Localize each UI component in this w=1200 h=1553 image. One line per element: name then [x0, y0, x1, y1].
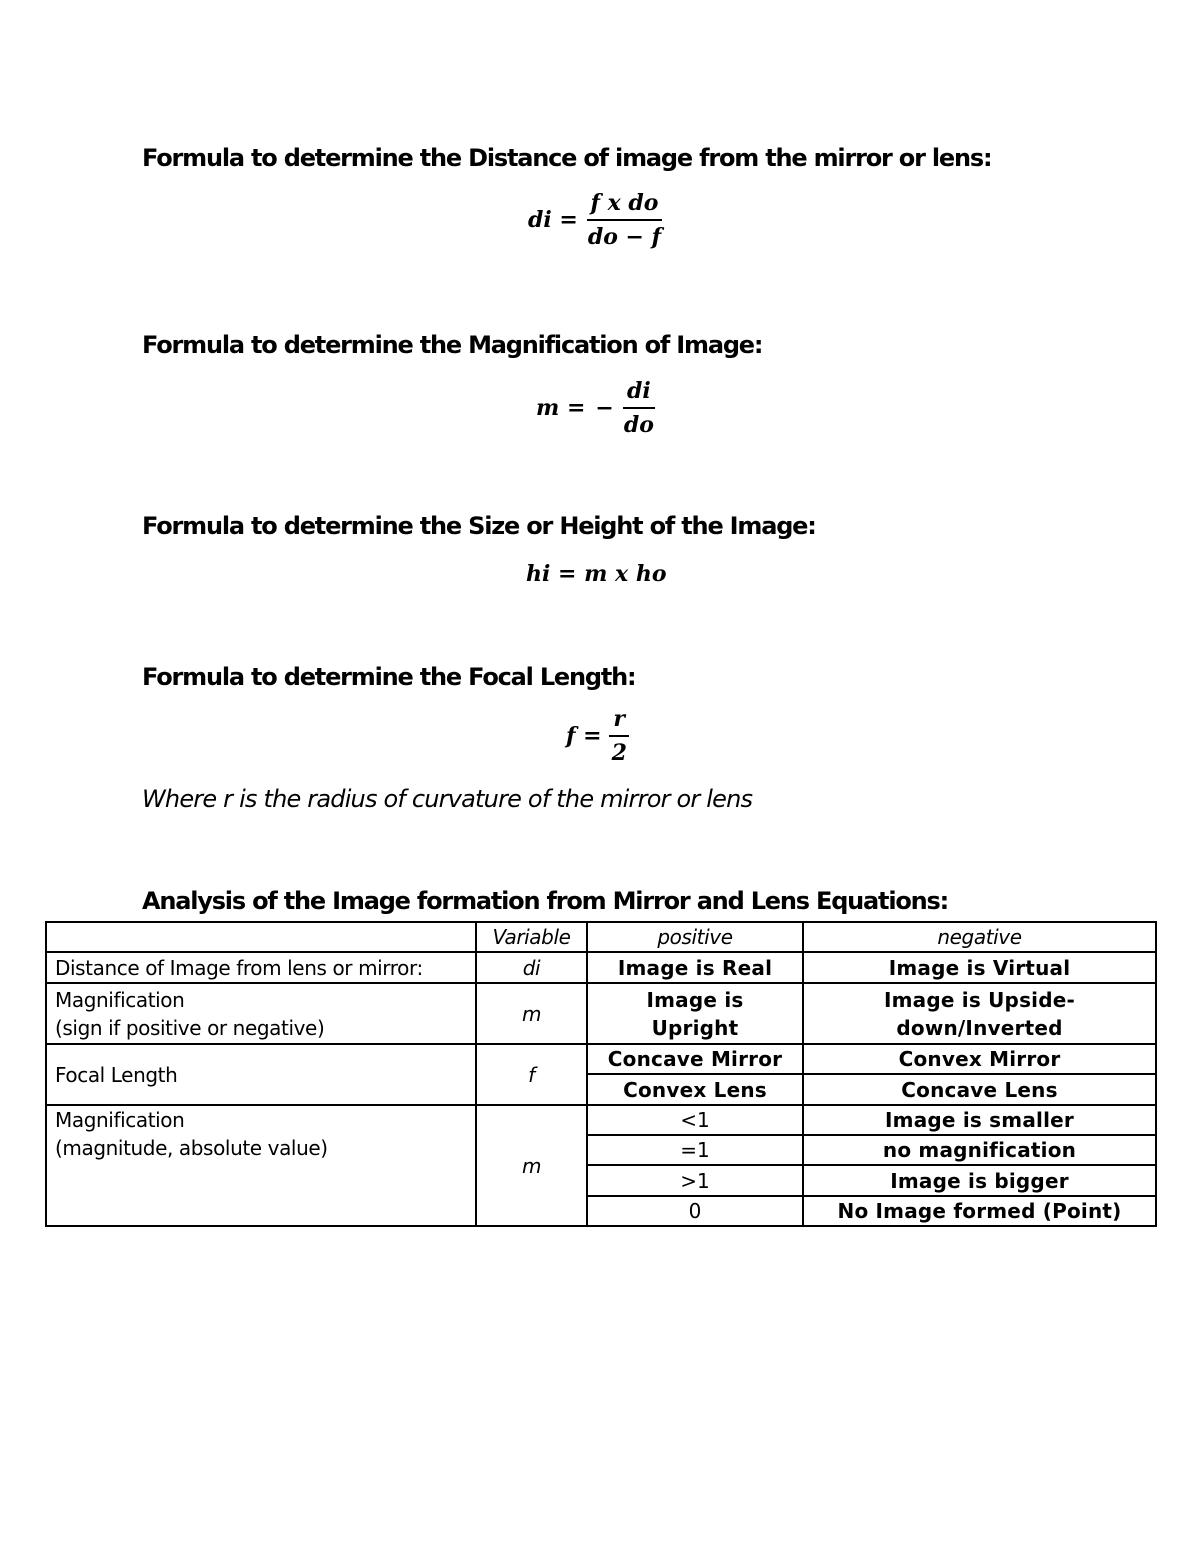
- magnification-formula-numerator: di: [623, 378, 655, 409]
- magnitude-case-value: >1: [587, 1165, 803, 1196]
- table-header-row: [46, 922, 1156, 952]
- magnitude-label: [46, 1105, 476, 1226]
- distance-label: Distance of Image from lens or mirror:: [46, 952, 476, 983]
- size-formula: [526, 561, 667, 587]
- distance-formula-lhs: di =: [528, 207, 578, 233]
- focal-formula-heading: Formula to determine the Focal Length:: [142, 663, 636, 691]
- magnification-formula-denominator: do: [623, 412, 654, 438]
- table-row-magnitude-smaller: [46, 1105, 1156, 1135]
- analysis-heading: Analysis of the Image formation from Mirror and Lens Equations:: [142, 887, 949, 915]
- magnitude-case-value: 0: [587, 1196, 803, 1226]
- image-formation-table: [45, 921, 1157, 1227]
- header-positive: positive: [587, 922, 803, 952]
- focal-formula-fraction: [608, 706, 631, 766]
- distance-formula-numerator: f x do: [587, 190, 663, 221]
- distance-variable: di: [476, 952, 587, 983]
- table-row-distance: [46, 952, 1156, 983]
- magnitude-case-meaning: Image is smaller: [803, 1105, 1156, 1135]
- distance-positive: Image is Real: [587, 952, 803, 983]
- magnification-sign-variable: m: [476, 983, 587, 1044]
- magnification-sign-positive-line1: Image is: [646, 987, 744, 1012]
- magnitude-case-value: <1: [587, 1105, 803, 1135]
- magnitude-case-meaning: No Image formed (Point): [803, 1196, 1156, 1226]
- focal-length-variable: f: [476, 1044, 587, 1105]
- magnification-sign-positive-line2: Upright: [651, 1015, 739, 1040]
- focal-negative-lens: Concave Lens: [803, 1074, 1156, 1105]
- distance-negative: Image is Virtual: [803, 952, 1156, 983]
- magnitude-case-value: =1: [587, 1135, 803, 1165]
- distance-formula: [528, 190, 665, 250]
- header-empty-cell: [46, 922, 476, 952]
- magnitude-variable: m: [476, 1105, 587, 1226]
- table-row-focal-mirror: [46, 1044, 1156, 1074]
- distance-formula-fraction: [584, 190, 665, 250]
- magnitude-label-line2: (magnitude, absolute value): [55, 1136, 328, 1160]
- magnification-formula-fraction: [620, 378, 658, 438]
- size-formula-heading: Formula to determine the Size or Height of the Image:: [142, 512, 816, 540]
- focal-radius-note: Where r is the radius of curvature of the mirror or lens: [142, 785, 753, 813]
- focal-formula-numerator: r: [609, 706, 629, 737]
- magnification-sign-label: [46, 983, 476, 1044]
- magnification-sign-negative: [803, 983, 1156, 1044]
- table-row-magnification-sign: [46, 983, 1156, 1044]
- focal-formula-denominator: 2: [611, 740, 627, 766]
- magnitude-case-meaning: no magnification: [803, 1135, 1156, 1165]
- magnification-sign-label-line2: (sign if positive or negative): [55, 1015, 325, 1040]
- magnification-sign-negative-line2: down/Inverted: [896, 1015, 1063, 1040]
- focal-positive-mirror: Concave Mirror: [587, 1044, 803, 1074]
- magnification-sign-negative-line1: Image is Upside-: [883, 987, 1076, 1012]
- size-formula-text: hi = m x ho: [526, 561, 667, 587]
- magnification-sign-label-line1: Magnification: [55, 987, 185, 1012]
- focal-negative-mirror: Convex Mirror: [803, 1044, 1156, 1074]
- distance-formula-heading: Formula to determine the Distance of image from the mirror or lens:: [142, 144, 992, 172]
- header-negative: negative: [803, 922, 1156, 952]
- distance-formula-denominator: do − f: [587, 224, 662, 250]
- header-variable: Variable: [476, 922, 587, 952]
- focal-positive-lens: Convex Lens: [587, 1074, 803, 1105]
- magnification-formula-heading: Formula to determine the Magnification of Image:: [142, 331, 763, 359]
- magnitude-case-meaning: Image is bigger: [803, 1165, 1156, 1196]
- focal-formula: [566, 706, 631, 766]
- magnification-formula-lhs: m =: [536, 395, 586, 421]
- magnification-formula-sign: −: [595, 395, 614, 421]
- magnification-formula: [536, 378, 658, 438]
- focal-length-label: Focal Length: [46, 1044, 476, 1105]
- focal-formula-lhs: f =: [566, 723, 602, 749]
- magnification-sign-positive: [587, 983, 803, 1044]
- magnitude-label-line1: Magnification: [55, 1108, 185, 1132]
